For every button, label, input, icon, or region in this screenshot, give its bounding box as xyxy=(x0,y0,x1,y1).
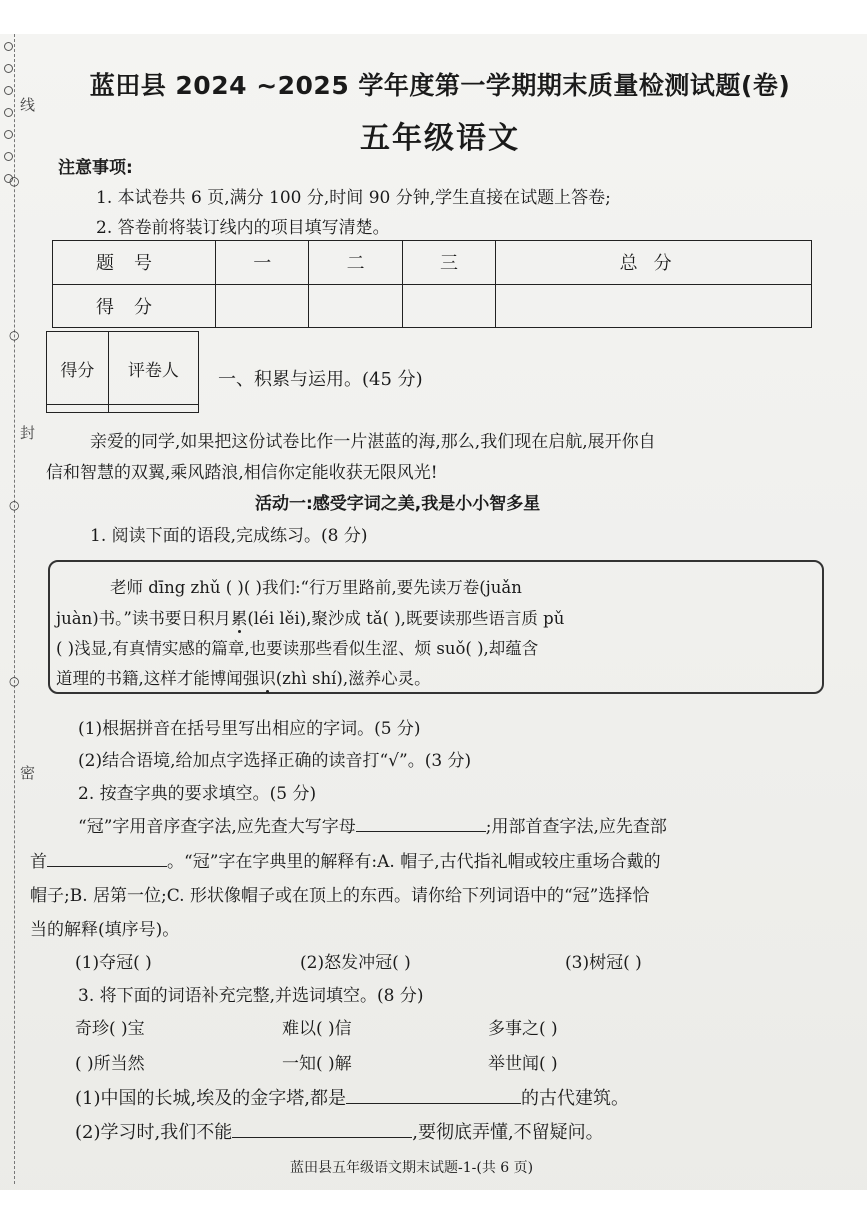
exam-subtitle: 五年级语文 xyxy=(360,121,520,156)
q2-option[interactable]: (2)怒发冲冠( ) xyxy=(300,953,411,973)
sub-question: (1)根据拼音在括号里写出相应的字词。(5 分) xyxy=(78,719,421,739)
binding-mark-secret: 密 xyxy=(20,764,36,782)
fill-sentence: (1)中国的长城,埃及的金字塔,都是 的古代建筑。 xyxy=(75,1088,629,1109)
question-text: “冠”字用音序查字法,应先查大写字母 ;用部首查字法,应先查部 xyxy=(78,817,667,837)
binding-hole xyxy=(4,64,13,73)
score-table-col: 一 xyxy=(216,241,309,285)
passage-line: 老师 dīng zhǔ ( )( )我们:“行万里路前,要先读万卷(juǎn xyxy=(110,578,522,597)
grader-table xyxy=(46,331,199,413)
binding-hole xyxy=(4,108,13,117)
question-text: 帽子;B. 居第一位;C. 形状像帽子或在顶上的东西。请你给下列词语中的“冠”选择恰 xyxy=(30,886,650,906)
score-table-label: 得分 xyxy=(53,284,216,328)
answer-blank[interactable]: )( xyxy=(232,578,256,597)
grader-score-cell[interactable] xyxy=(47,405,109,413)
dotted-char: 累 xyxy=(230,609,248,628)
score-table-col: 二 xyxy=(309,241,402,285)
score-cell[interactable] xyxy=(496,284,812,328)
question-3: 3. 将下面的词语补充完整,并选词填空。(8 分) xyxy=(78,986,424,1006)
binding-mark-line: 线 xyxy=(20,96,36,114)
answer-blank[interactable] xyxy=(47,850,167,867)
idiom-blank[interactable]: ( )所当然 xyxy=(75,1054,145,1074)
passage-box xyxy=(48,560,824,694)
answer-blank[interactable] xyxy=(232,1121,412,1138)
question-text: 首 。“冠”字在字典里的解释有:A. 帽子,古代指礼帽或较庄重场合戴的 xyxy=(30,852,661,872)
section-heading: 一、积累与运用。(45 分) xyxy=(218,369,423,390)
binding-hole xyxy=(4,130,13,139)
idiom-blank[interactable]: 奇珍( )宝 xyxy=(75,1019,145,1039)
score-table-score-row xyxy=(53,284,812,328)
question-2: 2. 按查字典的要求填空。(5 分) xyxy=(78,784,317,804)
q2-option[interactable]: (1)夺冠( ) xyxy=(75,953,152,973)
idiom-blank[interactable]: 多事之( ) xyxy=(488,1019,558,1039)
binding-circle: ○ xyxy=(9,328,20,342)
binding-circle: ○ xyxy=(9,498,20,512)
passage-line: 道理的书籍,这样才能博闻强识(zhì shí),滋养心灵。 xyxy=(56,669,431,688)
idiom-blank[interactable]: 一知( )解 xyxy=(282,1054,352,1074)
page-bottom-margin xyxy=(0,1190,867,1227)
idiom-blank[interactable]: 难以( )信 xyxy=(282,1019,352,1039)
score-table xyxy=(52,240,812,328)
note-item: 1. 本试卷共 6 页,满分 100 分,时间 90 分钟,学生直接在试题上答卷; xyxy=(96,188,611,208)
grader-reviewer-cell[interactable] xyxy=(108,405,198,413)
binding-hole xyxy=(4,152,13,161)
passage-line: ( )浅显,有真情实感的篇章,也要读那些看似生涩、烦 suǒ( ),却蕴含 xyxy=(56,639,539,658)
sub-question: (2)结合语境,给加点字选择正确的读音打“√”。(3 分) xyxy=(78,751,472,771)
score-cell[interactable] xyxy=(216,284,309,328)
note-item: 2. 答卷前将装订线内的项目填写清楚。 xyxy=(96,218,390,238)
score-table-col: 总分 xyxy=(496,241,812,285)
answer-blank[interactable] xyxy=(356,815,486,832)
binding-circle: ○ xyxy=(9,674,20,688)
grader-reviewer-label: 评卷人 xyxy=(108,332,198,405)
exam-title: 蓝田县 2024 ~2025 学年度第一学期期末质量检测试题(卷) xyxy=(89,71,791,100)
fill-sentence: (2)学习时,我们不能 ,要彻底弄懂,不留疑问。 xyxy=(75,1122,604,1143)
question-1: 1. 阅读下面的语段,完成练习。(8 分) xyxy=(90,526,368,546)
page-top-margin xyxy=(0,0,867,34)
dotted-char: 识 xyxy=(259,669,276,688)
intro-line: 信和智慧的双翼,乘风踏浪,相信你定能收获无限风光! xyxy=(46,463,438,483)
score-table-label: 题号 xyxy=(53,241,216,285)
idiom-blank[interactable]: 举世闻( ) xyxy=(488,1054,558,1074)
grader-score-label: 得分 xyxy=(47,332,109,405)
binding-mark-seal: 封 xyxy=(20,424,36,442)
binding-line xyxy=(0,34,40,1184)
score-cell[interactable] xyxy=(309,284,402,328)
intro-line: 亲爱的同学,如果把这份试卷比作一片湛蓝的海,那么,我们现在启航,展开你自 xyxy=(90,432,656,452)
binding-hole xyxy=(4,42,13,51)
question-text: 当的解释(填序号)。 xyxy=(30,920,180,940)
activity-heading: 活动一:感受字词之美,我是小小智多星 xyxy=(255,494,541,514)
binding-hole xyxy=(4,86,13,95)
score-table-header-row xyxy=(53,241,812,285)
binding-circle: ○ xyxy=(9,174,20,188)
score-table-col: 三 xyxy=(402,241,495,285)
answer-blank[interactable] xyxy=(346,1087,521,1104)
q2-option[interactable]: (3)树冠( ) xyxy=(565,953,642,973)
page-footer: 蓝田县五年级语文期末试题-1-(共 6 页) xyxy=(290,1160,534,1176)
score-cell[interactable] xyxy=(402,284,495,328)
passage-line: juàn)书。”读书要日积月累(léi lěi),聚沙成 tǎ( ),既要读那些语言质 pǔ xyxy=(56,609,565,628)
notes-heading: 注意事项: xyxy=(58,158,133,178)
binding-dashed-line xyxy=(14,34,15,1184)
